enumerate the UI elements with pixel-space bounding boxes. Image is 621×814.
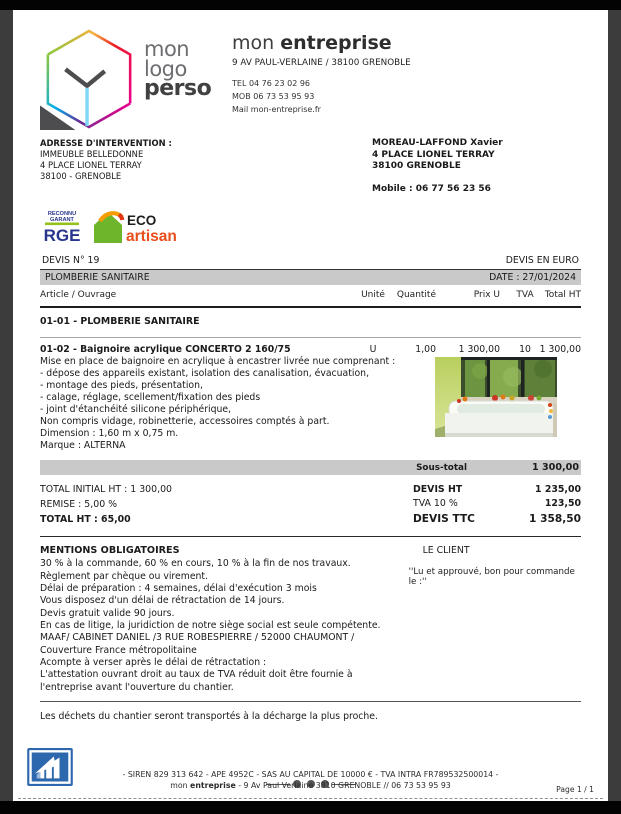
item-desc-line: - dépose des appareils existant, isolation des canalisation, évacuation, (40, 367, 370, 379)
totals-section (40, 475, 581, 537)
subtotal-label: Sous-total (416, 462, 467, 473)
client-mobile: Mobile : 06 77 56 23 56 (372, 184, 491, 195)
table-group-row: 01-01 - PLOMBERIE SANITAIRE (40, 308, 581, 338)
totals-right (413, 483, 581, 527)
tva-label: TVA 10 % (413, 498, 458, 510)
client-name: MOREAU-LAFFOND Xavier (372, 138, 503, 148)
devis-currency: DEVIS EN EURO (505, 254, 579, 266)
viewer-top-bar (0, 0, 621, 10)
company-mob: MOB 06 73 53 95 93 (232, 91, 315, 101)
footer-company-regular: mon (170, 781, 191, 791)
footer-line2 (103, 781, 518, 792)
logo-word-2: logo (144, 56, 187, 81)
mentions-block (40, 545, 383, 694)
devis-ht-row (413, 483, 581, 497)
bathtub-photo (435, 357, 557, 437)
subtotal-value: 1 300,00 (531, 462, 579, 474)
mentions-line: Devis gratuit valide 90 jours. (40, 607, 175, 619)
eco-artisan-badge-icon (90, 208, 192, 246)
item-title: 01-02 - Baignoire acrylique CONCERTO 2 160/75 (40, 343, 291, 355)
devis-number: DEVIS N° 19 (42, 254, 100, 266)
item-qty: 1,00 (415, 343, 436, 355)
remise: REMISE : 5,00 % (40, 498, 118, 510)
item-desc-line: Mise en place de baignoire en acrylique à encastrer livrée nue comprenant : (40, 355, 396, 367)
item-unit: U (369, 343, 377, 355)
tva-value: 123,50 (544, 498, 581, 510)
client-signature-block (383, 545, 581, 694)
col-qty: Quantité (396, 289, 436, 300)
item-desc-line: - montage des pieds, présentation, (40, 379, 203, 391)
item-desc-line: Non compris vidage, robinetterie, accessoires comptés à part. (40, 416, 330, 428)
company-logo (40, 28, 218, 130)
item-values (40, 344, 581, 357)
devis-ttc-value: 1 358,50 (529, 512, 581, 525)
devis-section-bar (40, 270, 581, 285)
item-desc-line: - calage, réglage, scellement/fixation des pieds (40, 391, 261, 403)
footer-company-bold: entreprise (190, 781, 236, 791)
footer-arrow-logo-icon (27, 748, 73, 786)
company-name-bold: entreprise (280, 32, 392, 54)
mentions-line: Délai de préparation : 4 semaines, délai d'exécution 3 mois (40, 582, 317, 594)
company-contacts (232, 78, 411, 116)
product-photo (435, 357, 557, 437)
intervention-line: IMMEUBLE BELLEDONNE (40, 149, 144, 160)
mentions-line: Règlement par chèque ou virement. (40, 570, 209, 582)
mentions-line: En cas de litige, la juridiction de notre siège social est seule compétente. (40, 620, 381, 632)
item-description (40, 356, 412, 461)
col-price: Prix U (473, 289, 500, 300)
client-sign-title: LE CLIENT (422, 545, 470, 557)
col-tva: TVA (516, 289, 534, 300)
company-address: 9 AV PAUL-VERLAINE / 38100 GRENOBLE (232, 58, 411, 68)
mentions-line: Acompte à verser après le délai de rétractation : (40, 657, 267, 669)
hexagon-logo-icon (40, 28, 138, 130)
eco-line1: ECO (127, 212, 157, 228)
item-desc-line: - joint d'étanchéité silicone périphérique, (40, 404, 232, 416)
mentions-title: MENTIONS OBLIGATOIRES (40, 545, 180, 557)
intervention-line: 38100 - GRENOBLE (40, 171, 122, 182)
client-city: 38100 GRENOBLE (372, 161, 461, 172)
company-block (232, 28, 411, 130)
totals-left (40, 483, 172, 527)
devis-header-row (40, 252, 581, 270)
mentions-line: 30 % à la commande, 60 % en cours, 10 % à la fin de nos travaux. (40, 558, 351, 570)
devis-date: DATE : 27/01/2024 (489, 271, 576, 283)
company-mail: Mail mon-entreprise.fr (232, 104, 321, 114)
certification-badges (40, 206, 581, 246)
addresses-row (40, 138, 581, 196)
company-name (232, 32, 411, 54)
intervention-line: 4 PLACE LIONEL TERRAY (40, 160, 142, 171)
logo-word-1: mon (144, 37, 190, 61)
tva-row (413, 497, 581, 511)
item-total: 1 300,00 (539, 343, 581, 355)
footer-line2-rest: - 9 Av Paul Verlaine 3810 GRENOBLE // 06 73 53 95 93 (235, 781, 451, 791)
rge-label: RGE (43, 225, 81, 245)
mentions-line: MAAF/ CABINET DANIEL /3 RUE ROBESPIERRE / 52000 CHAUMONT / Couverture France métropolitaine (40, 632, 355, 656)
col-unit: Unité (361, 289, 385, 300)
total-initial-ht: TOTAL INITIAL HT : 1 300,00 (40, 484, 173, 496)
item-tva: 10 (519, 343, 531, 355)
document-page (13, 10, 608, 801)
rge-badge-icon (40, 208, 84, 246)
eco-line2: artisan (126, 227, 177, 245)
logo-word-3: perso (144, 76, 212, 102)
item-desc-line: Dimension : 1,60 m x 0,75 m. (40, 428, 179, 440)
mentions-line: L'attestation ouvrant droit au taux de TVA réduit doit être fournie à l'entreprise avant l'ouverture du chantier. (40, 669, 353, 693)
mentions-line: Vous disposez d'un délai de rétractation de 14 jours. (40, 595, 285, 607)
table-header (40, 285, 581, 308)
col-article: Article / Ouvrage (40, 289, 117, 300)
item-price: 1 300,00 (458, 343, 500, 355)
intervention-title: ADRESSE D'INTERVENTION : (40, 138, 172, 148)
devis-ht-label: DEVIS HT (413, 484, 463, 496)
table-item-row (40, 338, 581, 461)
subtotal-bar (40, 460, 581, 475)
devis-ttc-label: DEVIS TTC (413, 512, 475, 525)
waste-note: Les déchets du chantier seront transportés à la décharge la plus proche. (40, 701, 581, 728)
footer-text (103, 770, 518, 792)
devis-ht-value: 1 235,00 (535, 484, 581, 496)
rge-top1: RECONNU (47, 210, 77, 217)
client-sign-note: ''Lu et approuvé, bon pour commande le :'' (408, 567, 575, 588)
footer-dashed-line (18, 798, 603, 799)
page-number: Page 1 / 1 (556, 785, 594, 794)
client-street: 4 PLACE LIONEL TERRAY (372, 149, 495, 160)
intervention-address (40, 138, 372, 196)
devis-ttc-row (413, 512, 581, 528)
company-tel: TEL 04 76 23 02 96 (232, 79, 311, 88)
logo-wordmark (144, 37, 212, 102)
item-desc-line: Marque : ALTERNA (40, 440, 126, 452)
footer-line1: - SIREN 829 313 642 - APE 4952C - SAS AU CAPITAL DE 10000 € - TVA INTRA FR789532500014 - (122, 770, 499, 780)
footer-logo (27, 748, 73, 790)
company-name-regular: mon (232, 32, 281, 54)
col-total: Total HT (544, 289, 581, 300)
rge-top2: GARANT (50, 216, 74, 223)
bottom-columns (40, 545, 581, 694)
client-address (372, 138, 503, 196)
viewer-bottom-bar (0, 801, 621, 814)
total-ht: TOTAL HT : 65,00 (40, 513, 131, 525)
devis-section-title: PLOMBERIE SANITAIRE (45, 271, 150, 283)
document-header (40, 28, 581, 130)
